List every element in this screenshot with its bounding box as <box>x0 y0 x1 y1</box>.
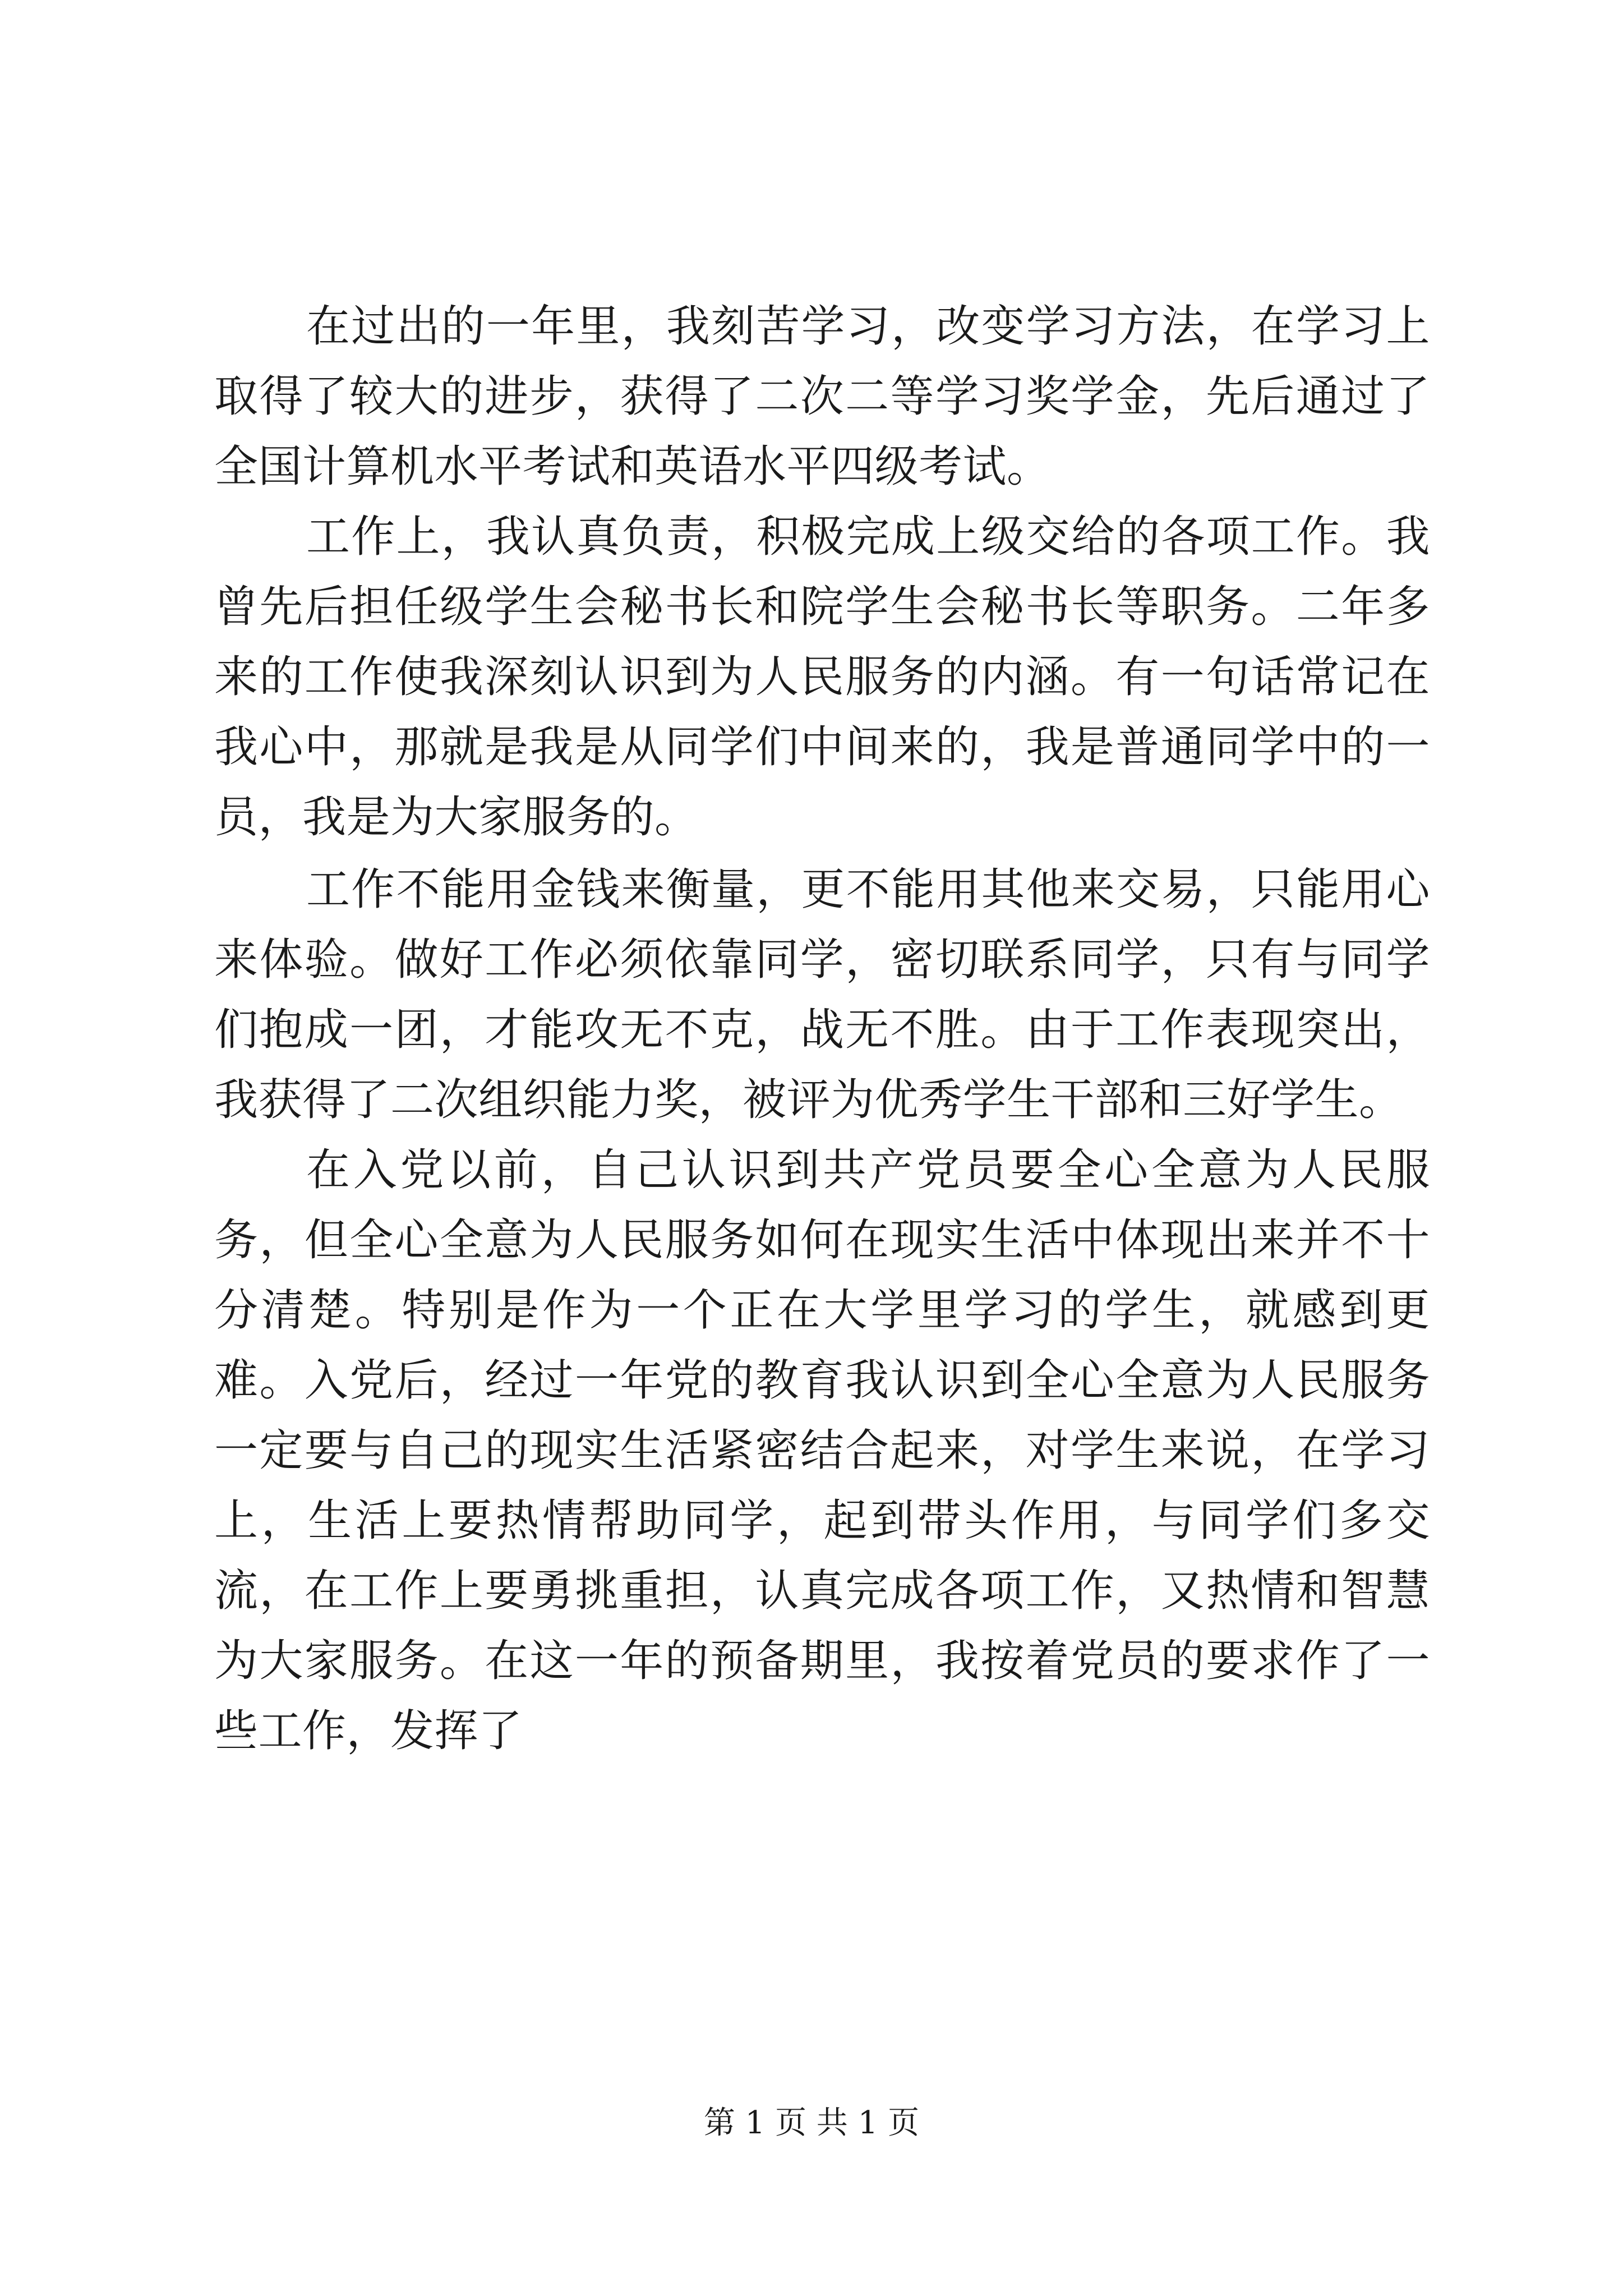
paragraph: 在入党以前，自己认识到共产党员要全心全意为人民服务，但全心全意为人民服务如何在现实生活中体现出来并不十分清楚。特别是作为一个正在大学里学习的学生，就感到更难。入党后，经过一年党的教育我认识到全心全意为人民服务一定要与自己的现实生活紧密结合起来，对学生来说，在学习上，生活上要热情帮助同学，起到带头作用，与同学们多交流，在工作上要勇挑重担，认真完成各项工作，又热情和智慧为大家服务。在这一年的预备期里，我按着党员的要求作了一些工作，发挥了 <box>214 1145 1430 1756</box>
paragraph: 工作不能用金钱来衡量，更不能用其他来交易，只能用心来体验。做好工作必须依靠同学，密切联系同学，只有与同学们抱成一团，才能攻无不克，战无不胜。由于工作表现突出，我获得了二次组织能力奖，被评为优秀学生干部和三好学生。 <box>214 864 1430 1125</box>
paragraph: 在过出的一年里，我刻苦学习，改变学习方法，在学习上取得了较大的进步，获得了二次二等学习奖学金，先后通过了全国计算机水平考试和英语水平四级考试。 <box>214 301 1430 492</box>
paragraph: 工作上，我认真负责，积极完成上级交给的各项工作。我曾先后担任级学生会秘书长和院学生会秘书长等职务。二年多来的工作使我深刻认识到为人民服务的内涵。有一句话常记在我心中，那就是我是从同学们中间来的，我是普通同学中的一员，我是为大家服务的。 <box>214 512 1430 843</box>
page-footer: 第 1 页 共 1 页 <box>703 2105 920 2141</box>
document-body <box>214 292 1430 1766</box>
